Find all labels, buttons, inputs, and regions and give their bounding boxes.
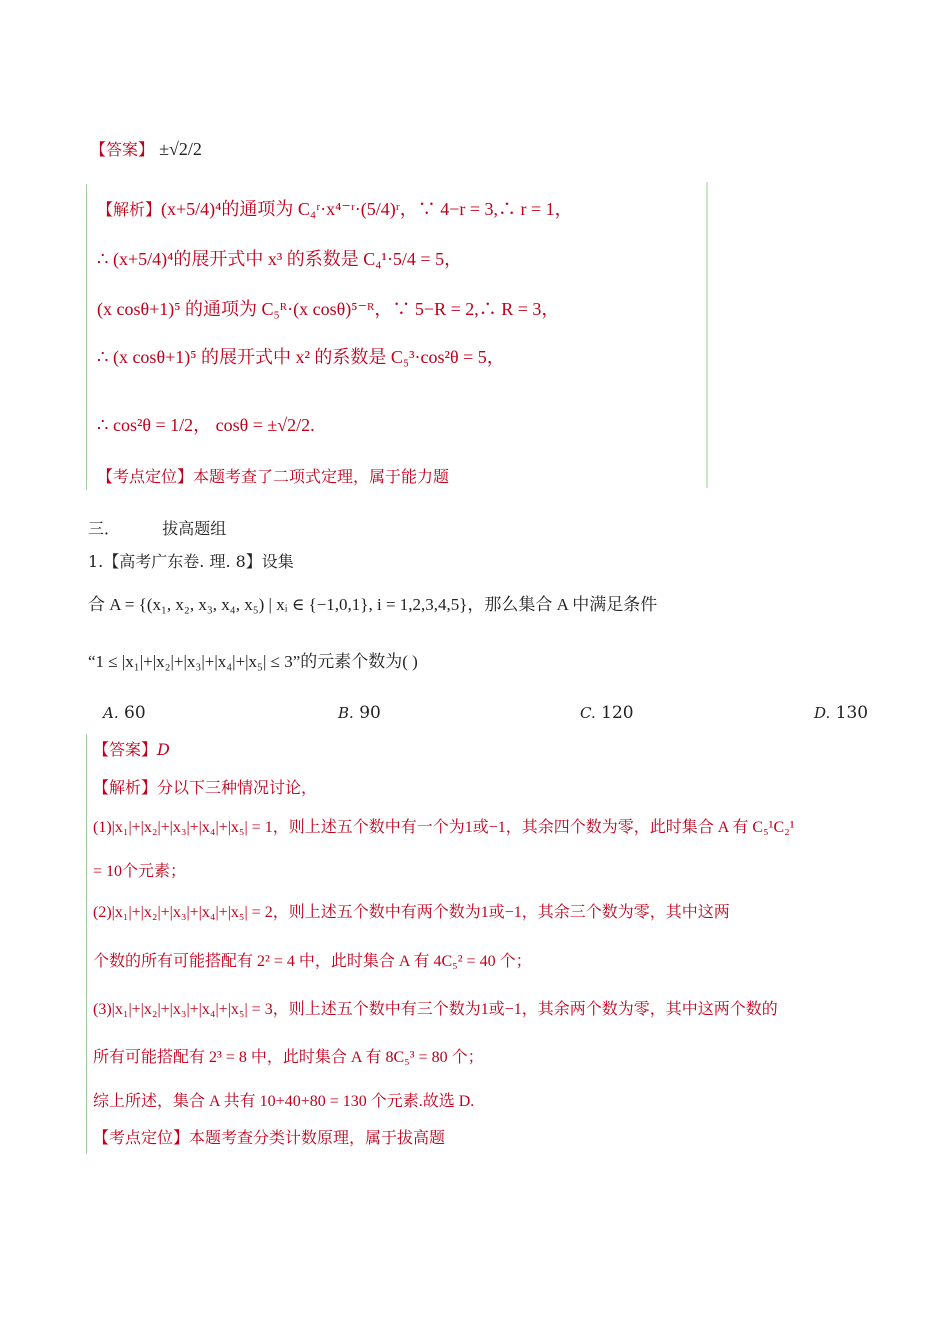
analysis-label: 【解析】 [97,200,162,219]
kaodian-2-text: 本题考查分类计数原理，属于拔高题 [189,1128,446,1147]
analysis-2-summary: 综上所述，集合 A 共有 10+40+80 = 130 个元素.故选 D. [93,1093,475,1110]
kaodian-label: 【考点定位】 [97,467,194,486]
analysis-box-2-left-rule [86,734,87,1154]
analysis-2-case-3a: (3)|x₁|+|x₂|+|x₃|+|x₄|+|x₅| = 3，则上述五个数中有三个数为1或−1，其余两个数为零，其中这两个数的 [93,1001,778,1018]
section-number: 三． [88,519,121,538]
option-a[interactable]: A. 60 [103,703,146,723]
kaodian-text: 本题考查了二项式定理，属于能力题 [193,467,450,486]
section-title: 拔高题组 [162,519,227,538]
kaodian-2-label: 【考点定位】 [93,1128,190,1147]
question-set-definition: 合 A = {(x₁, x₂, x₃, x₄, x₅) | xᵢ ∈ {−1,0,1}, i = 1,2,3,4,5}，那么集合 A 中满足条件 [88,595,658,614]
answer-value: ±√2/2 [159,139,202,159]
analysis-2-case-1b: = 10个元素； [93,863,187,880]
option-d[interactable]: D. 130 [814,703,869,723]
analysis-2-case-1a: (1)|x₁|+|x₂|+|x₃|+|x₄|+|x₅| = 1，则上述五个数中有一个为1或−1，其余四个数为零，此时集合 A 有 C₅¹C₂¹ [93,819,795,836]
kaodian-1 [97,466,449,488]
option-b[interactable]: B. 90 [338,703,381,723]
question-condition: “1 ≤ |x₁|+|x₂|+|x₃|+|x₄|+|x₅| ≤ 3”的元素个数为( ) [88,652,418,671]
analysis-1-line-2: ∴ (x+5/4)⁴的展开式中 x³ 的系数是 C₄¹·5/4 = 5， [97,249,463,269]
analysis-2-case-3b: 所有可能搭配有 2³ = 8 中，此时集合 A 有 8C₅³ = 80 个； [93,1049,484,1066]
answer-2 [93,739,170,761]
analysis-2-case-2b: 个数的所有可能搭配有 2² = 4 中，此时集合 A 有 4C₅² = 40 个； [93,953,532,970]
question-source: 1.【高考广东卷. 理. 8】设集 [88,552,294,571]
analysis-2-case-2a: (2)|x₁|+|x₂|+|x₃|+|x₄|+|x₅| = 2，则上述五个数中有两个数为1或−1，其余三个数为零，其中这两 [93,904,730,921]
answer-label: 【答案】 [90,140,155,159]
analysis-2-intro: 【解析】分以下三种情况讨论， [93,778,318,797]
analysis-1-line-3: (x cosθ+1)⁵ 的通项为 C₅ᴿ·(x cosθ)⁵⁻ᴿ，∵ 5−R = 2,∴ R = 3， [97,299,560,319]
answer-2-label: 【答案】 [93,740,158,759]
analysis-box-right-rule [706,182,708,488]
analysis-1-line-1: 【解析】(x+5/4)⁴的通项为 C₄ʳ·x⁴⁻ʳ·(5/4)ʳ，∵ 4−r = 3,∴ r = 1， [97,199,573,219]
section-heading [88,518,226,540]
kaodian-2 [93,1127,445,1149]
option-c[interactable]: C. 120 [580,703,634,723]
answer-2-value: D [157,740,170,759]
analysis-1-line-5: ∴ cos²θ = 1/2， cosθ = ±√2/2. [97,415,315,435]
analysis-box-left-rule [86,184,87,490]
analysis-2-label: 【解析】 [93,778,158,797]
analysis-1-line-4: ∴ (x cosθ+1)⁵ 的展开式中 x² 的系数是 C₅³·cos²θ = 5， [97,347,505,367]
answer-1 [90,138,202,161]
